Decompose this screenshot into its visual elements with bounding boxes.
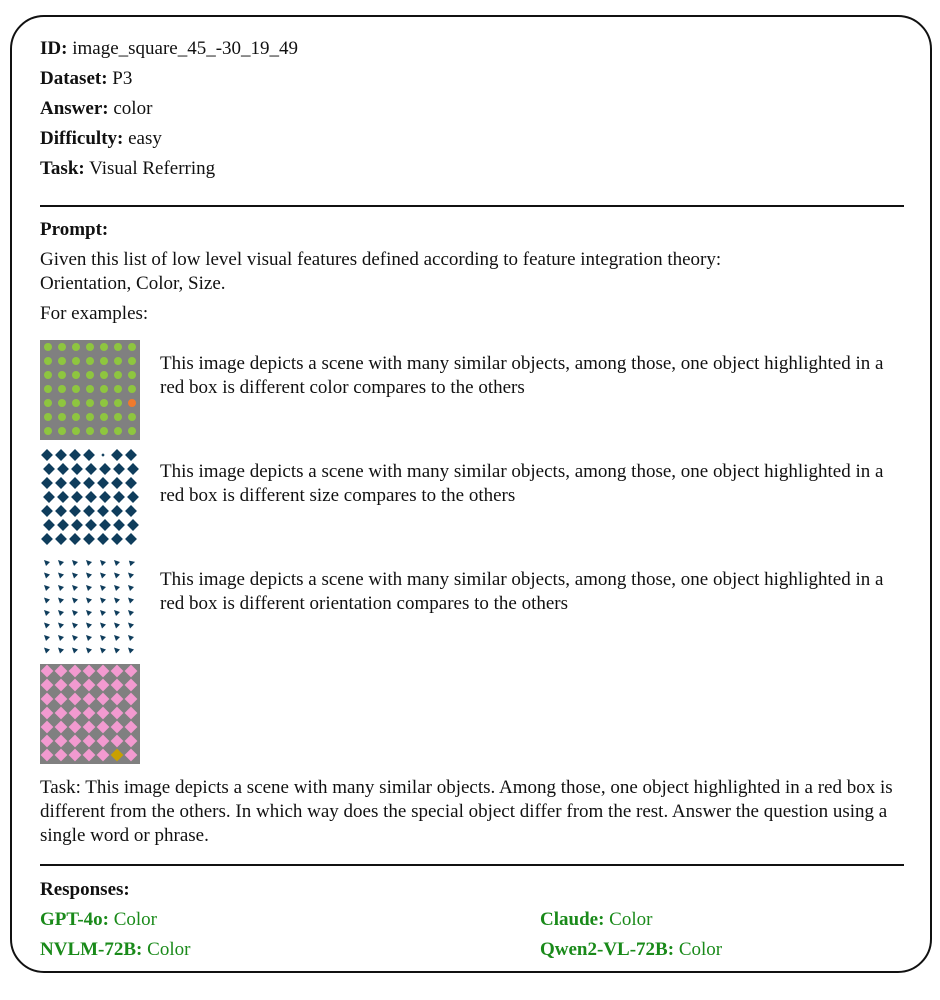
meta-difficulty-value: easy xyxy=(128,128,162,149)
response-qwen2-vl-72b xyxy=(540,938,722,962)
prompt-line-1: Given this list of low level visual features defined according to feature integration theory: xyxy=(40,249,722,270)
response-answer: Color xyxy=(678,939,723,960)
response-answer: Color xyxy=(609,909,653,930)
response-model-name: Claude: xyxy=(540,909,605,930)
meta-difficulty-line xyxy=(40,127,162,151)
dot xyxy=(44,385,52,393)
dot xyxy=(86,371,94,379)
meta-id-line xyxy=(40,37,298,61)
query-image xyxy=(40,664,140,764)
prompt-heading: Prompt: xyxy=(40,219,109,240)
dot xyxy=(44,371,52,379)
dot xyxy=(58,343,66,351)
meta-dataset-line xyxy=(40,67,132,91)
response-answer: Color xyxy=(113,909,157,930)
dot xyxy=(128,343,136,351)
prompt-examples-intro: For examples: xyxy=(40,303,149,324)
dot xyxy=(72,371,80,379)
dot xyxy=(114,343,122,351)
response-model-name: Qwen2-VL-72B: xyxy=(540,939,675,960)
prompt-line-2: Orientation, Color, Size. xyxy=(40,273,226,294)
divider-bottom xyxy=(40,864,904,866)
response-claude xyxy=(540,908,652,932)
dot xyxy=(86,413,94,421)
dot xyxy=(100,343,108,351)
meta-id-value: image_square_45_-30_19_49 xyxy=(72,38,299,59)
example-image-size xyxy=(40,448,140,548)
dot xyxy=(44,427,52,435)
dot xyxy=(114,427,122,435)
dot xyxy=(114,371,122,379)
dot xyxy=(86,385,94,393)
dot xyxy=(128,371,136,379)
meta-id-label: ID: xyxy=(40,38,68,59)
dot xyxy=(44,399,52,407)
dot xyxy=(44,343,52,351)
dot xyxy=(72,343,80,351)
divider-top xyxy=(40,205,904,207)
dot xyxy=(128,385,136,393)
dot xyxy=(100,427,108,435)
dot xyxy=(86,427,94,435)
dot xyxy=(100,371,108,379)
dot xyxy=(44,413,52,421)
dot xyxy=(100,413,108,421)
dot xyxy=(114,357,122,365)
meta-dataset-value: P3 xyxy=(112,68,133,89)
example-text-size: This image depicts a scene with many similar objects, among those, one object highlighted in a red box is different size compares to the others xyxy=(160,461,884,506)
example-text-color: This image depicts a scene with many similar objects, among those, one object highlighted in a red box is different color compares to the others xyxy=(160,353,884,398)
dot xyxy=(100,357,108,365)
dot xyxy=(86,343,94,351)
response-model-name: GPT-4o: xyxy=(40,909,109,930)
dot xyxy=(114,413,122,421)
dot xyxy=(100,385,108,393)
responses-heading: Responses: xyxy=(40,879,130,900)
meta-answer-value: color xyxy=(113,98,153,119)
dot xyxy=(72,385,80,393)
dot xyxy=(58,371,66,379)
dot xyxy=(58,427,66,435)
dot xyxy=(86,399,94,407)
dot xyxy=(58,385,66,393)
dot xyxy=(128,427,136,435)
dot xyxy=(58,413,66,421)
dot xyxy=(44,357,52,365)
example-text-orientation: This image depicts a scene with many similar objects, among those, one object highlighted in a red box is different orientation compares to the others xyxy=(160,569,884,614)
dot xyxy=(58,357,66,365)
dot xyxy=(114,385,122,393)
meta-task-value: Visual Referring xyxy=(89,158,216,179)
dot xyxy=(58,399,66,407)
dot xyxy=(72,413,80,421)
meta-answer-line xyxy=(40,97,152,121)
example-image-orientation xyxy=(40,556,140,656)
meta-answer-label: Answer: xyxy=(40,98,109,119)
task-instruction: Task: This image depicts a scene with many similar objects. Among those, one object highlighted in a red box is different from the others. In which way does the special object differ from the rest. Answer the question using a single word or phrase. xyxy=(40,777,893,846)
dot xyxy=(100,399,108,407)
example-image-color xyxy=(40,340,140,440)
meta-difficulty-label: Difficulty: xyxy=(40,128,124,149)
response-nvlm-72b xyxy=(40,938,190,962)
dot xyxy=(128,357,136,365)
response-model-name: NVLM-72B: xyxy=(40,939,143,960)
dot xyxy=(114,399,122,407)
meta-dataset-label: Dataset: xyxy=(40,68,108,89)
meta-task-line xyxy=(40,157,215,181)
dot xyxy=(72,399,80,407)
response-answer: Color xyxy=(147,939,191,960)
dot xyxy=(72,357,80,365)
meta-task-label: Task: xyxy=(40,158,85,179)
dot xyxy=(128,413,136,421)
odd-dot xyxy=(128,399,136,407)
response-gpt-4o xyxy=(40,908,157,932)
dot xyxy=(72,427,80,435)
dot xyxy=(86,357,94,365)
